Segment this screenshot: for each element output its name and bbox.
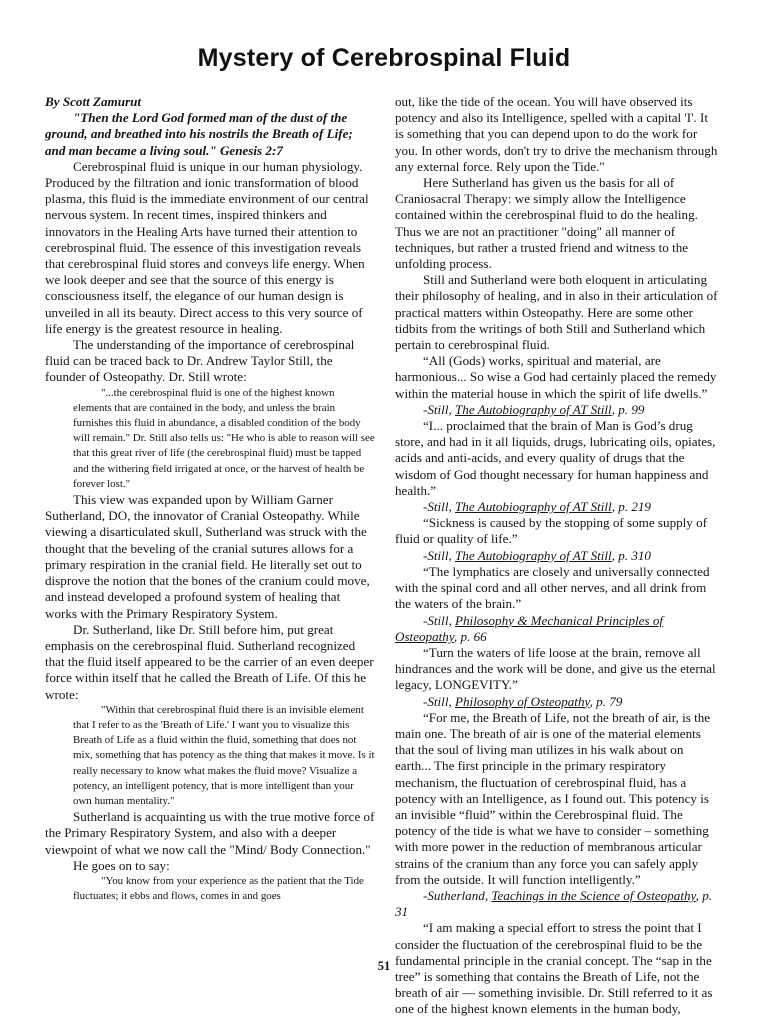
citation-page: , p. 99 xyxy=(611,401,645,417)
block-quote: “For me, the Breath of Life, not the breath of air, is the main one. The breath of air is one of the material elements that the soul of living man utilizes in his walk about on earth... The first principle in the primary respiratory mechanism, the fluctuation of cerebrospinal fluid, has a potency with an Intelligence, as I found out. This potency is an invisible “fluid” within the Cerebrospinal fluid. The potency of the tide is what we have to consider – something with more power in the reduction of membranous articular strains of the cranium than any force you can safely apply from the outside. It will function intelligently.” xyxy=(395,709,711,887)
citation-book-title: The Autobiography of AT Still xyxy=(455,547,612,563)
block-quote: “I... proclaimed that the brain of Man is God’s drug store, and had in it all liquids, drugs, lubricating oils, opiates, acids and anti-acids, and every quality of drugs that the wisdom of God thought necessary for human happiness and health.” xyxy=(395,418,716,498)
paragraph: He goes on to say: xyxy=(73,857,170,873)
block-quote: "...the cerebrospinal fluid is one of the highest known elements that are contained in the body, and unless the brain furnishes this fluid in abundance, a disabled condition of the body will remain." Dr. Still also tells us: "He who is able to reason will see that this great river of life (the cerebrospinal fluid) must be tapped and the withering field irrigated at once, or the harvest of health be forever lost." xyxy=(73,386,375,490)
citation-book-title: Teachings in the Science of Osteopathy xyxy=(491,887,696,903)
paragraph: Sutherland is acquainting us with the true motive force of the Primary Respiratory System, and also with a deeper viewpoint of what we now call the "Mind/ Body Connection." xyxy=(45,809,375,857)
citation-book-title: Philosophy of Osteopathy xyxy=(455,693,590,709)
block-quote: “Sickness is caused by the stopping of some supply of fluid or quality of life.” xyxy=(395,515,708,547)
paragraph: Cerebrospinal fluid is unique in our human physiology. Produced by the filtration and ionic transformation of blood plasma, this fluid is the immediate environment of our central nervous system. In recent times, inspired thinkers and innovators in the Healing Arts have turned their attention to cerebrospinal fluid. The essence of this investigation reveals that cerebrospinal fluid stores and conveys life energy. When we look deeper and see that the source of this energy is consciousness itself, the elegance of our human design is unveiled in all its beauty. Direct access to this very source of life energy is the greatest resource in healing. xyxy=(45,158,369,336)
block-quote: "Within that cerebrospinal fluid there is an invisible element that I refer to as the 'Breath of Life.' I want you to visualize this Breath of Life as a fluid within the fluid, something that does not mix, something that has potency as the thing that makes it move. Is it really necessary to know what makes the fluid move? Visualize a potency, an intelligent potency, that is more intelligent than your own human mentality." xyxy=(73,703,375,807)
citation xyxy=(395,499,719,515)
left-column xyxy=(45,94,375,904)
block-quote: “Turn the waters of life loose at the brain, remove all hindrances and the work will be done, and give us the eternal legacy, LONGEVITY.” xyxy=(395,644,716,693)
citation xyxy=(395,613,719,645)
citation-author: -Still, xyxy=(423,547,456,563)
citation-author: -Sutherland, xyxy=(423,887,492,903)
citation xyxy=(395,402,719,418)
citation-author: -Still, xyxy=(423,612,456,628)
citation xyxy=(395,548,719,564)
citation-page: , p. 310 xyxy=(611,547,651,563)
paragraph: Still and Sutherland were both eloquent in articulating their philosophy of healing, and in also in their articulation of practical matters within Osteopathy. Here are some other tidbits from the writings of both Still and Sutherland which pertain to cerebrospinal fluid. xyxy=(395,272,718,353)
citation-author: -Still, xyxy=(423,401,456,417)
citation-page: , p. 31 xyxy=(395,887,713,920)
block-quote: “All (Gods) works, spiritual and material, are harmonious... So wise a God had certainly placed the remedy within the material house in which the spirit of life dwells.” xyxy=(395,353,717,401)
paragraph: The understanding of the importance of cerebrospinal fluid can be traced back to Dr. Andrew Taylor Still, the founder of Osteopathy. Dr. Still wrote: xyxy=(45,337,355,385)
paragraph: Dr. Sutherland, like Dr. Still before him, put great emphasis on the cerebrospinal fluid. Sutherland recognized that the fluid itself appeared to be the carrier of an even deeper force within itself that he called the Breath of Life. Of this he wrote: xyxy=(45,621,374,702)
paragraph: This view was expanded upon by William Garner Sutherland, DO, the innovator of Cranial Osteopathy. While viewing a disarticulated skull, Sutherland was struck with the thought that the beveling of the cranial sutures allows for a primary respiration in the cranial field. He literally set out to disprove the notion that the bones of the cranium could move, and instead developed a profound system of healing that works with the Primary Respiratory System. xyxy=(45,492,370,621)
block-quote: “I am making a special effort to stress the point that I consider the fluctuation of the cerebrospinal fluid to be the fundamental principle in the cranial concept. The “sap in the tree” is something that contains the Breath of Life, not the breath of air — something invisible. Dr. Still referred to it as one of the highest known elements in the human body, xyxy=(395,920,713,1017)
block-quote-continued: out, like the tide of the ocean. You will have observed its potency and also its Intelligence, spelled with a capital 'I'. It is something that you can depend upon to do the work for you. In other words, don't try to drive the mechanism through any external force. Rely upon the Tide." xyxy=(395,94,718,174)
citation-author: -Still, xyxy=(423,693,456,709)
block-quote: "You know from your experience as the patient that the Tide fluctuates; it ebbs and flows, comes in and goes xyxy=(73,874,364,903)
paragraph: Here Sutherland has given us the basis for all of Craniosacral Therapy: we simply allow the Intelligence contained within the cerebrospinal fluid to do the healing. Thus we are not an practitioner "doing" all manner of techniques, but rather a trusted friend and witness to the unfolding process. xyxy=(395,175,698,272)
citation-page: , p. 66 xyxy=(453,628,487,644)
page-number: 51 xyxy=(377,959,391,973)
citation xyxy=(395,888,719,920)
article-title: Mystery of Cerebrospinal Fluid xyxy=(197,44,571,72)
right-column xyxy=(395,94,719,1018)
citation xyxy=(395,694,719,710)
citation-book-title: The Autobiography of AT Still xyxy=(455,499,612,515)
byline: By Scott Zamurut xyxy=(45,94,142,109)
epigraph: "Then the Lord God formed man of the dust of the ground, and breathed into his nostrils the Breath of Life; and man became a living soul." Genesis 2:7 xyxy=(45,110,353,158)
citation-author: -Still, xyxy=(423,499,456,515)
citation-book-title: The Autobiography of AT Still xyxy=(455,401,612,417)
block-quote: “The lymphatics are closely and universally connected with the spinal cord and all other nerves, and all drink from the waters of the brain.” xyxy=(395,563,710,612)
citation-page: , p. 79 xyxy=(589,693,623,709)
citation-book-title: Philosophy & Mechanical Principles of Osteopathy xyxy=(395,612,664,644)
citation-page: , p. 219 xyxy=(611,499,651,515)
